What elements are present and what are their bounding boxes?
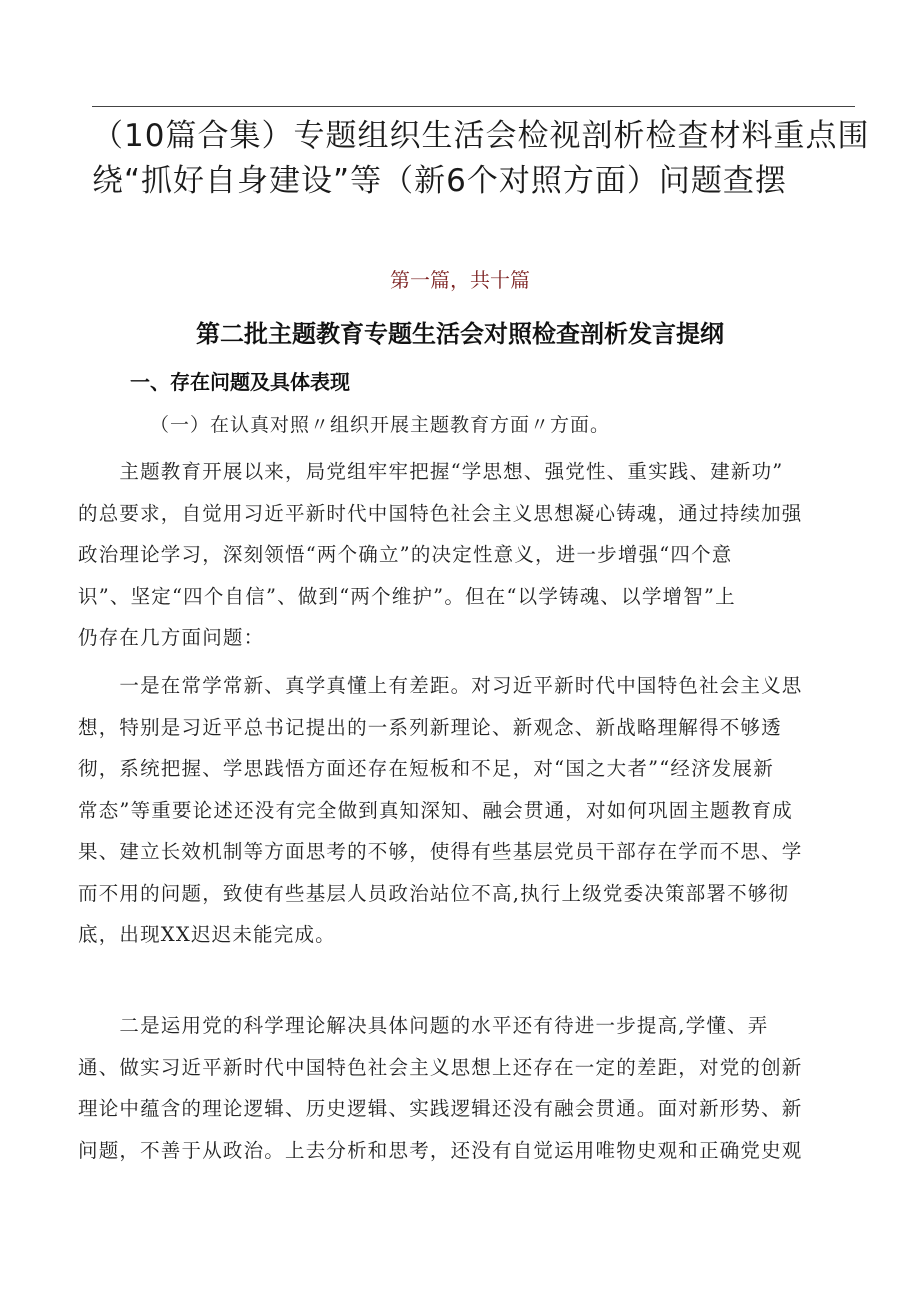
header-rule [92,106,855,107]
subheading: 一、存在问题及具体表现 [130,370,350,394]
document-title [92,114,870,204]
paragraph-line: 仍存在几方面问题： [78,626,265,649]
paragraph-line: 果、建立长效机制等方面思考的不够，使得有些基层党员干部存在学而不思、学 [78,840,803,863]
paragraph-line: 一是在常学常新、真学真懂上有差距。对习近平新时代中国特色社会主义思 [78,674,803,697]
paragraph-line: 理论中蕴含的理论逻辑、历史逻辑、实践逻辑还没有融会贯通。面对新形势、新 [78,1097,803,1120]
paragraph-line: 识”、坚定“四个自信”、做到“两个维护”。但在“以学铸魂、以学增智”上 [78,584,736,608]
paragraph-line: 主题教育开展以来，局党组牢牢把握“学思想、强党性、重实践、建新功” [78,460,784,483]
paragraph-line: 通、做实习近平新时代中国特色社会主义思想上还存在一定的差距，对党的创新 [78,1055,803,1079]
paragraph-2 [78,665,848,956]
paragraph-line: 政治理论学习，深刻领悟“两个确立”的决定性意义，进一步增强“四个意 [78,543,733,566]
paragraph-line: 想，特别是习近平总书记提出的一系列新理论、新观念、新战略理解得不够透 [78,715,782,739]
title-line-2: 绕“抓好自身建设”等（新6个对照方面）问题查摆 [92,163,787,199]
paragraph-line: 的总要求，自觉用习近平新时代中国特色社会主义思想凝心铸魂，通过持续加强 [78,501,803,525]
paragraph-1 [78,451,848,659]
paragraph-line: 二是运用党的科学理论解决具体问题的水平还有待进一步提高,学懂、弄 [78,1014,769,1037]
paragraph-line: 底，出现XX迟迟未能完成。 [78,923,336,946]
paragraph-3 [78,1005,848,1171]
part-label: 第一篇，共十篇 [390,268,530,292]
section-heading: 第二批主题教育专题生活会对照检查剖析发言提纲 [196,320,724,348]
paragraph-line: 问题，不善于从政治。上去分析和思考，还没有自觉运用唯物史观和正确党史观 [78,1138,803,1162]
title-line-1: （10篇合集）专题组织生活会检视剖析检查材料重点围 [92,118,870,154]
paragraph-line: 而不用的问题，致使有些基层人员政治站位不高,执行上级党委决策部署不够彻 [78,881,790,905]
paragraph-line: 彻，系统把握、学思践悟方面还存在短板和不足，对“国之大者”“经济发展新 [78,757,774,780]
subsubheading: （一）在认真对照〃组织开展主题教育方面〃方面。 [150,414,611,436]
paragraph-line: 常态”等重要论述还没有完全做到真知深知、融会贯通，对如何巩固主题教育成 [78,798,793,822]
